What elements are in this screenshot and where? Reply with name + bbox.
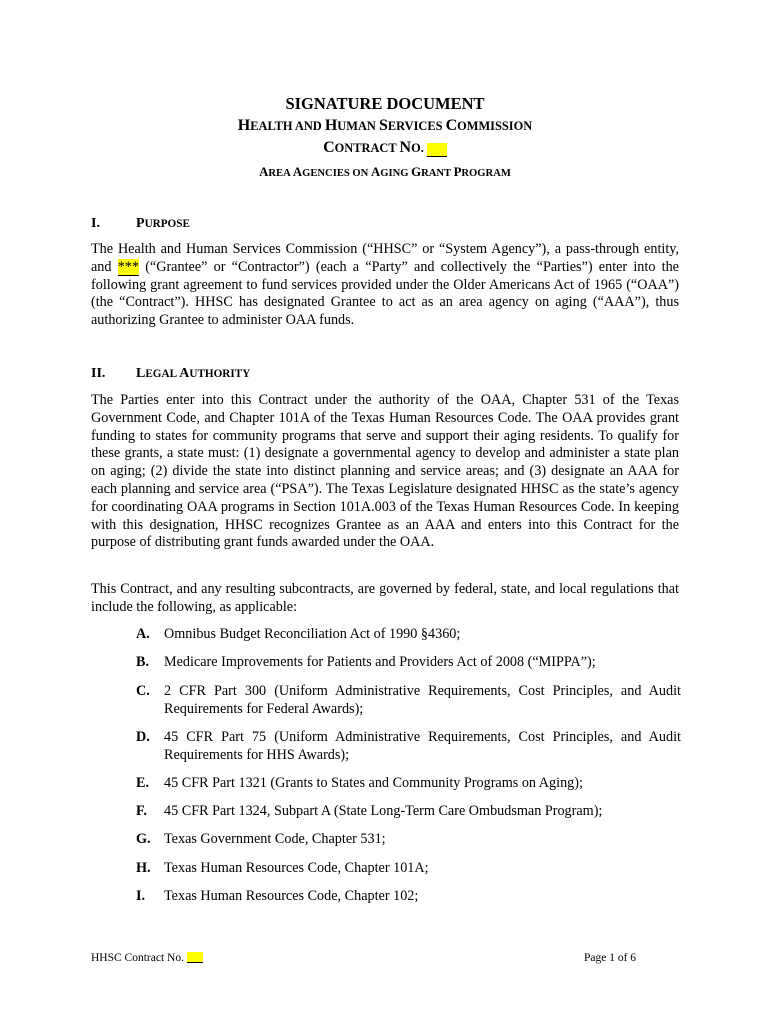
list-item-text: Texas Human Resources Code, Chapter 101A; (164, 860, 429, 876)
program-name-part: GENCIES ON (302, 168, 371, 179)
list-item-text: Texas Government Code, Chapter 531; (164, 831, 386, 847)
section-heading-part: L (136, 366, 146, 381)
contract-line-part: C (323, 139, 335, 156)
list-item-text: Medicare Improvements for Patients and Providers Act of 2008 (“MIPPA”); (164, 654, 596, 670)
footer-page-number: Page 1 of 6 (584, 952, 637, 964)
list-item-letter: B. (136, 654, 150, 670)
list-item-letter: C. (136, 683, 150, 699)
list-item (136, 729, 681, 765)
list-item-text: 45 CFR Part 1321 (Grants to States and Community Programs on Aging); (164, 775, 583, 791)
section-heading-part: URPOSE (144, 218, 190, 230)
list-item (136, 654, 681, 672)
section-heading-legal-authority (91, 364, 250, 384)
list-item-letter: D. (136, 729, 150, 745)
list-item (136, 626, 681, 644)
agency-name-part: S (378, 117, 388, 134)
agency-name-part: H (324, 117, 338, 134)
contract-line-part: ONTRACT (334, 141, 400, 155)
list-item (136, 775, 681, 793)
agency-name-part: H (237, 117, 251, 134)
purpose-text: (“Grantee” or “Contractor”) (each a “Party” and collectively the “Parties”) enter into the following grant agreement to fund services provided under the Older Americans Act of 1965 (“OAA”) (the “Contract”). HHSC has designated Grantee to act as an area agency on aging (“AAA”), thus authorizing Grantee to administer OAA funds. (91, 258, 679, 329)
footer-contract-number (91, 950, 203, 968)
list-item-text: 45 CFR Part 1324, Subpart A (State Long-Term Care Ombudsman Program); (164, 803, 603, 819)
governing-regulations-paragraph: This Contract, and any resulting subcontracts, are governed by federal, state, and local regulations that include the following, as applicable: (91, 581, 679, 615)
list-item-text: 2 CFR Part 300 (Uniform Administrative Requirements, Cost Principles, and Audit Requirements for Federal Awards); (164, 683, 681, 717)
list-item (136, 803, 681, 821)
agency-name-part: UMAN (337, 119, 379, 133)
program-name-part: A (259, 165, 269, 179)
section-heading-purpose (91, 214, 190, 234)
program-name-part: GING (380, 168, 412, 179)
contract-line-part: N (399, 139, 412, 156)
list-item-letter: A. (136, 626, 150, 642)
purpose-paragraph (91, 241, 679, 330)
list-item (136, 888, 681, 906)
agency-name-part: EALTH AND (250, 119, 325, 133)
section-heading-part: EGAL (145, 368, 180, 380)
program-name-part: ROGRAM (461, 168, 511, 179)
program-name (0, 164, 770, 183)
section-number: II. (91, 366, 106, 381)
list-item (136, 683, 681, 719)
list-item-letter: H. (136, 860, 151, 876)
agency-name (0, 117, 770, 136)
list-item-text: Texas Human Resources Code, Chapter 102; (164, 888, 419, 904)
program-name-part: P (453, 165, 462, 179)
list-item-letter: I. (136, 888, 146, 904)
contract-number-field[interactable] (427, 143, 447, 157)
agency-name-part: ERVICES (387, 119, 446, 133)
purpose-text: The Health and Human Services Commission (“HHSC” or “System Agency”), a pass-through entity, and (91, 241, 679, 275)
program-name-part: REA (268, 168, 293, 179)
footer-contract-number-field[interactable] (187, 952, 203, 963)
legal-authority-paragraph: The Parties enter into this Contract under the authority of the OAA, Chapter 531 of the Texas Government Code, and Chapter 101A of the Texas Human Resources Code. The OAA provides grant funding to states for community programs that serve and support their aging residents. To qualify for these grants, a state must: (1) designate a governmental agency to develop and administer a state plan on aging; (2) divide the state into distinct planning and service areas; and (3) designate an AAA for each planning and service area (“PSA”). The Texas Legislature designated HHSC as the state’s agency for coordinating OAA programs in Section 101A.003 of the Texas Human Resources Code. In keeping with this designation, HHSC recognizes Grantee as an AAA and enters into this Contract for the purpose of distributing grant funds awarded under the OAA. (91, 392, 679, 551)
list-item-letter: F. (136, 803, 147, 819)
list-item-letter: G. (136, 831, 151, 847)
contract-number-line (0, 139, 770, 158)
contract-line-part: O. (411, 141, 427, 155)
program-name-part: A (292, 165, 303, 179)
section-heading-part: P (136, 216, 145, 231)
program-name-part: A (370, 165, 381, 179)
footer-contract-label: HHSC Contract No. (91, 952, 187, 964)
agency-name-part: C (445, 117, 458, 134)
program-name-part: RANT (421, 168, 454, 179)
section-heading-part: UTHORITY (189, 368, 251, 380)
list-item (136, 831, 681, 849)
list-item-letter: E. (136, 775, 150, 791)
program-name-part: G (411, 165, 422, 179)
agency-name-part: OMMISSION (457, 119, 533, 133)
section-number: I. (91, 216, 100, 231)
list-item (136, 860, 681, 878)
list-item-text: Omnibus Budget Reconciliation Act of 1990 §4360; (164, 626, 461, 642)
list-item-text: 45 CFR Part 75 (Uniform Administrative Requirements, Cost Principles, and Audit Requirements for HHS Awards); (164, 729, 681, 763)
section-heading-part: A (179, 366, 190, 381)
document-title: SIGNATURE DOCUMENT (285, 94, 485, 113)
grantee-name-field[interactable]: *** (117, 258, 139, 275)
